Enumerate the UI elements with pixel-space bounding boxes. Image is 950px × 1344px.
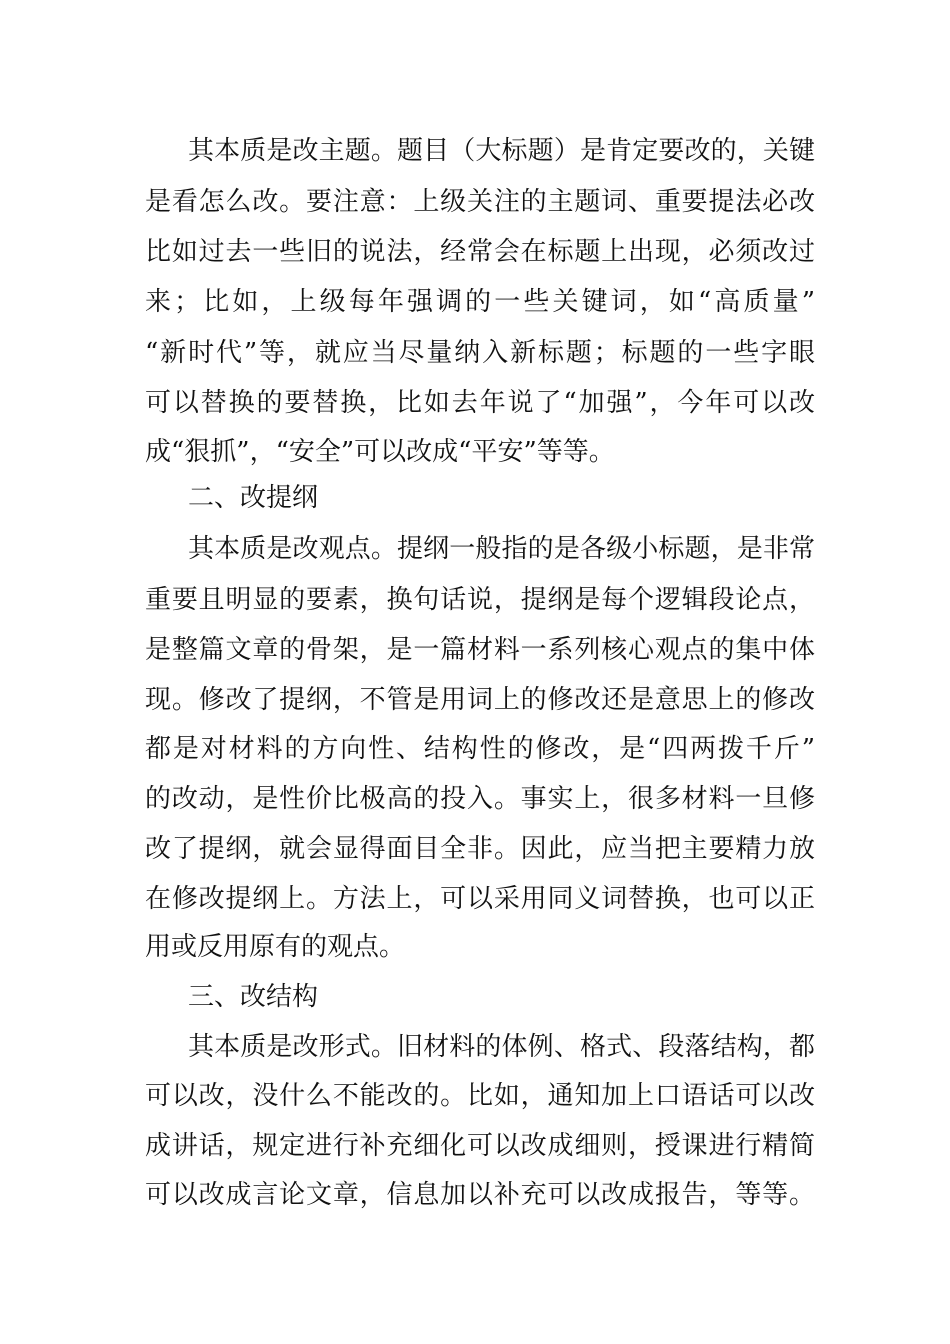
body-text-line: 都是对材料的方向性、结构性的修改，是“四两拨千斤” bbox=[145, 734, 815, 764]
body-text-line: 是整篇文章的骨架，是一篇材料一系列核心观点的集中体 bbox=[145, 635, 815, 665]
body-text-line: 的改动，是性价比极高的投入。事实上，很多材料一旦修 bbox=[145, 784, 815, 814]
body-text-line: 成“狠抓”，“安全”可以改成“平安”等等。 bbox=[145, 437, 615, 467]
section-heading: 三、改结构 bbox=[188, 982, 319, 1012]
body-text-line: “新时代”等，就应当尽量纳入新标题；标题的一些字眼 bbox=[145, 338, 815, 368]
body-text-line: 可以改，没什么不能改的。比如，通知加上口语话可以改 bbox=[145, 1081, 815, 1111]
body-text-line: 用或反用原有的观点。 bbox=[145, 932, 406, 962]
body-text-line: 可以改成言论文章，信息加以补充可以改成报告，等等。 bbox=[145, 1180, 815, 1210]
body-text-line: 改了提纲，就会显得面目全非。因此，应当把主要精力放 bbox=[145, 834, 815, 864]
body-text-line: 来；比如，上级每年强调的一些关键词，如“高质量” bbox=[145, 287, 815, 317]
body-text-line: 比如过去一些旧的说法，经常会在标题上出现，必须改过 bbox=[145, 237, 815, 267]
body-text-line: 成讲话，规定进行补充细化可以改成细则，授课进行精简 bbox=[145, 1131, 815, 1161]
body-text-line: 其本质是改形式。旧材料的体例、格式、段落结构，都 bbox=[188, 1032, 815, 1062]
body-text-line: 在修改提纲上。方法上，可以采用同义词替换，也可以正 bbox=[145, 884, 815, 914]
body-text-line: 其本质是改观点。提纲一般指的是各级小标题，是非常 bbox=[188, 534, 815, 564]
body-text-line: 可以替换的要替换，比如去年说了“加强”，今年可以改 bbox=[145, 388, 815, 418]
body-text-line: 其本质是改主题。题目（大标题）是肯定要改的，关键 bbox=[188, 136, 815, 166]
body-text-line: 现。修改了提纲，不管是用词上的修改还是意思上的修改 bbox=[145, 685, 815, 715]
body-text-line: 重要且明显的要素，换句话说，提纲是每个逻辑段论点， bbox=[145, 585, 815, 615]
section-heading: 二、改提纲 bbox=[188, 483, 319, 513]
body-text-line: 是看怎么改。要注意：上级关注的主题词、重要提法必改 bbox=[145, 187, 815, 217]
